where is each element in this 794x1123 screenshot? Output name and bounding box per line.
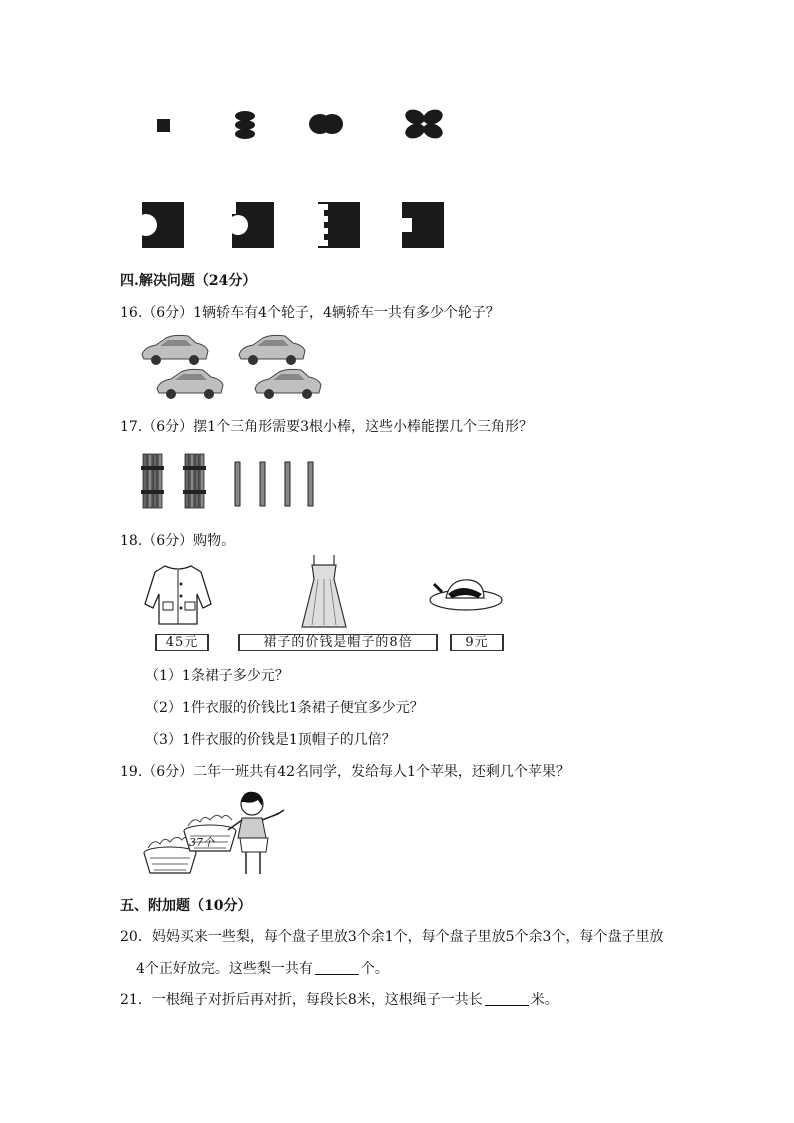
stick-bundle-icon [141,454,164,508]
single-stick-icon [285,462,290,506]
question-18: 18.（6分）购物。 [120,533,236,549]
car-icon [255,369,321,399]
double-circle [309,114,343,134]
apple-basket-illustration [140,790,300,878]
hat-icon [428,574,504,614]
cars-illustration [140,333,315,401]
single-stick-icon [260,462,265,506]
answer-blank-20[interactable] [315,960,359,975]
question-21-text-a: 21．一根绳子对折后再对折，每段长8米，这根绳子一共长 [120,992,483,1008]
butterfly-shape [403,107,445,141]
single-stick-icon [235,462,240,506]
hat-price-label: 9元 [450,634,504,651]
car-icon [142,335,208,365]
basket-label: 37个 [189,836,214,849]
question-21 [120,989,559,1009]
question-20-line-2 [136,958,389,978]
shape-pattern-row-2 [140,200,450,250]
notched-square-3 [318,202,360,248]
question-21-text-b: 米。 [530,992,559,1008]
person-icon [228,792,284,874]
notched-square-4 [402,202,444,248]
dress-icon [298,553,350,629]
car-icon [239,335,305,365]
question-20-text-a: 4个正好放完。这些梨一共有 [136,961,313,977]
question-18-sub-1: （1）1条裙子多少元？ [145,668,289,684]
notched-square-2 [228,202,274,248]
single-stick-icon [308,462,313,506]
section-5-title: 五、附加题（10分） [120,898,252,914]
section-4-title: 四.解决问题（24分） [120,273,257,289]
sticks-illustration [140,452,320,510]
question-20-text-b: 个。 [360,961,389,977]
car-icon [157,369,223,399]
dress-price-note: 裙子的价钱是帽子的8倍 [238,634,438,651]
notched-square-1 [135,202,184,248]
stacked-ovals [235,111,255,139]
question-18-sub-2: （2）1件衣服的价钱比1条裙子便宜多少元？ [145,700,424,716]
coat-icon [143,562,213,628]
question-16: 16.（6分）1辆轿车有4个轮子，4辆轿车一共有多少个轮子？ [120,305,500,321]
shape-pattern-row-1 [150,105,450,145]
answer-blank-21[interactable] [485,991,529,1006]
stick-bundle-icon [183,454,206,508]
coat-price-label: 45元 [155,634,209,651]
question-20-line-1: 20．妈妈买来一些梨，每个盘子里放3个余1个，每个盘子里放5个余3个，每个盘子里放 [120,929,664,945]
question-19: 19.（6分）二年一班共有42名同学，发给每人1个苹果，还剩几个苹果？ [120,764,570,780]
question-17: 17.（6分）摆1个三角形需要3根小棒，这些小棒能摆几个三角形？ [120,419,533,435]
question-18-sub-3: （3）1件衣服的价钱是1顶帽子的几倍？ [145,732,396,748]
small-square [157,119,170,132]
